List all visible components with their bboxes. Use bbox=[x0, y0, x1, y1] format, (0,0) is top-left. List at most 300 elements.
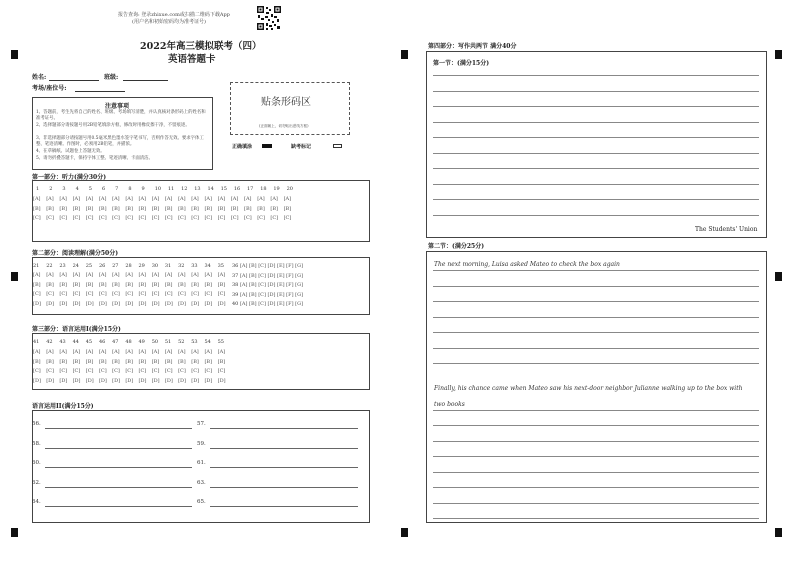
answer-bubble[interactable]: [A] bbox=[164, 196, 173, 202]
notes-heading: 注意事项 bbox=[105, 103, 130, 110]
answer-bubble[interactable]: [C] bbox=[85, 368, 94, 374]
answer-bubble[interactable]: [D] bbox=[191, 377, 200, 384]
exam-title: 2022年高三模拟联考（四） bbox=[140, 41, 262, 52]
answer-bubble[interactable]: [A] bbox=[46, 349, 54, 355]
answer-bubble[interactable]: [A] bbox=[283, 196, 292, 202]
answer-bubble[interactable]: [C] bbox=[244, 215, 252, 221]
question-number: 8 bbox=[128, 186, 132, 192]
answer-bubble[interactable]: [B] bbox=[191, 205, 199, 212]
answer-bubble[interactable]: [B] bbox=[270, 205, 278, 212]
paragraph2-start: Finally, his chance came when Mateo saw his next-door neighbor Julianne walking up to the box with bbox=[434, 385, 743, 392]
answer-bubble[interactable]: [C] bbox=[164, 368, 173, 374]
writing-line[interactable] bbox=[433, 317, 759, 318]
writing-line[interactable] bbox=[433, 332, 759, 333]
answer-bubble[interactable]: [D] bbox=[204, 377, 213, 384]
answer-bubble[interactable]: [C] bbox=[59, 368, 68, 374]
answer-bubble[interactable]: [B] bbox=[138, 358, 147, 365]
question-number: 23 bbox=[59, 263, 66, 269]
answer-blank[interactable] bbox=[210, 467, 358, 468]
answer-bubble[interactable]: [B] bbox=[72, 205, 81, 212]
seven-choice-options[interactable]: [A] [B] [C] [D] [E] [F] [G] bbox=[239, 301, 304, 307]
writing-line[interactable] bbox=[433, 215, 759, 216]
answer-bubble[interactable]: [C] bbox=[164, 215, 173, 221]
answer-bubble[interactable]: [B] bbox=[191, 281, 199, 288]
writing-line[interactable] bbox=[433, 410, 759, 411]
answer-bubble[interactable]: [A] bbox=[257, 196, 265, 202]
answer-bubble[interactable]: [A] bbox=[72, 196, 81, 202]
answer-bubble[interactable]: [C] bbox=[217, 368, 226, 374]
answer-bubble[interactable]: [A] bbox=[59, 349, 67, 355]
seven-choice-options[interactable]: [A] [B] [C] [D] [E] [F] [G] bbox=[239, 282, 304, 288]
answer-bubble[interactable]: [B] bbox=[164, 205, 173, 212]
question-number: 52 bbox=[178, 339, 185, 345]
question-number: 4 bbox=[75, 186, 79, 192]
question-number: 34 bbox=[204, 263, 211, 269]
answer-bubble[interactable]: [A] bbox=[46, 272, 54, 278]
question-number: 25 bbox=[85, 263, 93, 269]
answer-bubble[interactable]: [A] bbox=[244, 196, 252, 202]
writing-line[interactable] bbox=[433, 456, 759, 457]
question-number: 3 bbox=[62, 186, 66, 192]
answer-bubble[interactable]: [C] bbox=[204, 291, 213, 297]
answer-bubble[interactable]: [A] bbox=[138, 272, 147, 278]
section1-signature: The Students' Union bbox=[695, 226, 758, 233]
answer-bubble[interactable]: [C] bbox=[217, 291, 226, 297]
answer-bubble[interactable]: [D] bbox=[112, 300, 121, 307]
answer-bubble[interactable]: [C] bbox=[59, 215, 68, 221]
answer-bubble[interactable]: [C] bbox=[178, 368, 186, 374]
answer-bubble[interactable]: [C] bbox=[270, 215, 279, 221]
answer-blank[interactable] bbox=[45, 467, 192, 468]
seven-choice-options[interactable]: [A] [B] [C] [D] [E] [F] [G] bbox=[239, 272, 304, 279]
alignment-marker bbox=[401, 50, 408, 59]
class-label: 班级: bbox=[104, 74, 119, 81]
option-row-b bbox=[33, 206, 297, 212]
answer-bubble[interactable]: [D] bbox=[33, 377, 41, 384]
answer-bubble[interactable]: [A] bbox=[112, 272, 120, 278]
blank-number: 63. bbox=[197, 479, 206, 486]
answer-bubble[interactable]: [B] bbox=[46, 281, 54, 288]
answer-blank[interactable] bbox=[210, 448, 358, 449]
answer-bubble[interactable]: [C] bbox=[85, 291, 94, 297]
writing-line[interactable] bbox=[433, 106, 759, 107]
question-number: 16 bbox=[233, 186, 241, 192]
answer-bubble[interactable]: [D] bbox=[85, 300, 94, 307]
answer-bubble[interactable]: [B] bbox=[85, 281, 94, 288]
answer-bubble[interactable]: [A] bbox=[178, 196, 186, 202]
notes-item: 5、请勿折叠答题卡，保持字体工整、笔迹清晰、卡面清洁。 bbox=[36, 156, 153, 161]
question-number: 2 bbox=[49, 186, 53, 192]
answer-bubble[interactable]: [A] bbox=[72, 349, 81, 355]
answer-bubble[interactable]: [C] bbox=[46, 215, 54, 221]
answer-bubble[interactable]: [C] bbox=[191, 291, 199, 297]
answer-bubble[interactable]: [A] bbox=[164, 272, 173, 278]
writing-line[interactable] bbox=[433, 75, 759, 76]
part4-title: 第四部分：写作共两节 满分40分 bbox=[428, 43, 517, 50]
answer-bubble[interactable]: [C] bbox=[125, 215, 134, 221]
option-row-b bbox=[33, 282, 231, 288]
answer-bubble[interactable]: [C] bbox=[257, 215, 265, 221]
writing-line[interactable] bbox=[433, 137, 759, 138]
question-number: 26 bbox=[98, 263, 106, 269]
option-row-c bbox=[33, 215, 297, 221]
seven-choice-row[interactable] bbox=[232, 282, 303, 288]
answer-bubble[interactable]: [D] bbox=[204, 300, 213, 307]
answer-bubble[interactable]: [D] bbox=[217, 300, 226, 307]
answer-bubble[interactable]: [C] bbox=[151, 215, 160, 221]
answer-bubble[interactable]: [B] bbox=[98, 358, 107, 365]
writing-section1-box bbox=[426, 51, 767, 238]
alignment-marker bbox=[11, 528, 18, 537]
answer-bubble[interactable]: [A] bbox=[138, 349, 147, 355]
notes-box bbox=[32, 97, 213, 170]
answer-bubble[interactable]: [B] bbox=[283, 205, 292, 212]
answer-bubble[interactable]: [D] bbox=[151, 300, 160, 307]
answer-bubble[interactable]: [B] bbox=[46, 205, 54, 212]
answer-bubble[interactable]: [D] bbox=[125, 377, 134, 384]
seven-choice-options[interactable]: [A] [B] [C] [D] [E] [F] [G] bbox=[239, 291, 304, 298]
writing-line[interactable] bbox=[433, 199, 759, 200]
answer-bubble[interactable]: [B] bbox=[204, 281, 213, 288]
answer-bubble[interactable]: [A] bbox=[164, 349, 173, 355]
question-number: 41 bbox=[33, 339, 40, 345]
answer-bubble[interactable]: [D] bbox=[98, 300, 107, 307]
answer-bubble[interactable]: [C] bbox=[125, 368, 134, 374]
answer-bubble[interactable]: [B] bbox=[204, 358, 213, 365]
answer-bubble[interactable]: [D] bbox=[191, 300, 200, 307]
answer-bubble[interactable]: [B] bbox=[59, 281, 67, 288]
answer-bubble[interactable]: [D] bbox=[46, 377, 55, 384]
alignment-marker bbox=[401, 528, 408, 537]
exam-subtitle: 英语答题卡 bbox=[168, 54, 216, 65]
answer-bubble[interactable]: [A] bbox=[217, 349, 226, 355]
answer-bubble[interactable]: [A] bbox=[125, 196, 133, 202]
answer-bubble[interactable]: [A] bbox=[59, 196, 67, 202]
answer-bubble[interactable]: [C] bbox=[217, 215, 226, 221]
answer-bubble[interactable]: [A] bbox=[151, 272, 160, 278]
seven-choice-row[interactable] bbox=[232, 263, 303, 269]
answer-bubble[interactable]: [B] bbox=[125, 358, 133, 365]
answer-bubble[interactable]: [C] bbox=[85, 215, 94, 221]
answer-bubble[interactable]: [B] bbox=[59, 358, 67, 365]
question-number: 10 bbox=[154, 186, 162, 192]
writing-line[interactable] bbox=[433, 441, 759, 442]
missing-exam-checkbox[interactable] bbox=[333, 144, 342, 148]
answer-bubble[interactable]: [D] bbox=[59, 300, 68, 307]
answer-bubble[interactable]: [A] bbox=[178, 272, 186, 278]
question-number: 46 bbox=[98, 339, 106, 345]
answer-bubble[interactable]: [C] bbox=[72, 291, 81, 297]
answer-bubble[interactable]: [A] bbox=[204, 196, 212, 202]
answer-bubble[interactable]: [B] bbox=[125, 281, 133, 288]
question-number: 28 bbox=[125, 263, 132, 269]
answer-bubble[interactable]: [B] bbox=[151, 205, 160, 212]
answer-bubble[interactable]: [C] bbox=[112, 291, 120, 297]
question-number: 49 bbox=[138, 339, 145, 345]
answer-bubble[interactable]: [C] bbox=[46, 368, 54, 374]
answer-bubble[interactable]: [A] bbox=[98, 349, 107, 355]
answer-bubble[interactable]: [D] bbox=[138, 377, 147, 384]
answer-bubble[interactable]: [A] bbox=[270, 196, 278, 202]
answer-bubble[interactable]: [D] bbox=[151, 377, 160, 384]
answer-bubble[interactable]: [C] bbox=[191, 215, 199, 221]
answer-blank[interactable] bbox=[45, 487, 192, 488]
name-field[interactable] bbox=[49, 80, 99, 81]
blank-number: 61. bbox=[197, 460, 206, 466]
answer-bubble[interactable]: [B] bbox=[151, 358, 160, 365]
seven-choice-row[interactable] bbox=[232, 301, 303, 307]
seven-choice-row[interactable] bbox=[232, 292, 303, 298]
paragraph1-start: The next morning, Luisa asked Mateo to check the box again bbox=[434, 261, 620, 268]
answer-bubble[interactable]: [D] bbox=[178, 377, 186, 384]
answer-bubble[interactable]: [B] bbox=[72, 281, 81, 288]
answer-bubble[interactable]: [B] bbox=[33, 281, 41, 288]
answer-bubble[interactable]: [A] bbox=[59, 272, 67, 278]
alignment-marker bbox=[11, 50, 18, 59]
writing-line[interactable] bbox=[433, 487, 759, 488]
answer-bubble[interactable]: [C] bbox=[112, 215, 120, 221]
answer-bubble[interactable]: [D] bbox=[164, 300, 173, 307]
question-number: 29 bbox=[138, 263, 145, 269]
class-field[interactable] bbox=[123, 80, 168, 81]
answer-bubble[interactable]: [D] bbox=[72, 377, 81, 384]
answer-bubble[interactable]: [A] bbox=[204, 349, 212, 355]
question-number: 31 bbox=[164, 263, 172, 269]
blank-number: 56. bbox=[32, 421, 41, 427]
answer-blank[interactable] bbox=[210, 428, 358, 429]
answer-bubble[interactable]: [C] bbox=[204, 368, 213, 374]
writing-line[interactable] bbox=[433, 518, 759, 519]
alignment-marker bbox=[775, 528, 782, 537]
answer-blank[interactable] bbox=[45, 448, 192, 449]
answer-bubble[interactable]: [C] bbox=[191, 368, 199, 374]
answer-bubble[interactable]: [B] bbox=[151, 281, 160, 288]
question-number: 18 bbox=[260, 186, 267, 192]
answer-bubble[interactable]: [B] bbox=[138, 281, 147, 288]
option-row-c bbox=[33, 291, 231, 297]
answer-bubble[interactable]: [B] bbox=[204, 205, 213, 212]
answer-bubble[interactable]: [D] bbox=[46, 300, 55, 307]
answer-bubble[interactable]: [C] bbox=[204, 215, 213, 221]
answer-blank[interactable] bbox=[45, 428, 192, 429]
answer-bubble[interactable]: [C] bbox=[72, 215, 81, 221]
answer-bubble[interactable]: [C] bbox=[46, 291, 54, 297]
answer-bubble[interactable]: [B] bbox=[59, 205, 67, 212]
answer-bubble[interactable]: [D] bbox=[85, 377, 94, 384]
answer-bubble[interactable]: [C] bbox=[151, 368, 160, 374]
answer-bubble[interactable]: [A] bbox=[112, 349, 120, 355]
answer-bubble[interactable]: [C] bbox=[178, 291, 186, 297]
answer-bubble[interactable]: [D] bbox=[125, 300, 134, 307]
blank-number: 58. bbox=[32, 440, 41, 447]
barcode-label: 贴条形码区 bbox=[261, 97, 311, 108]
answer-bubble[interactable]: [A] bbox=[72, 272, 81, 278]
answer-bubble[interactable]: [D] bbox=[178, 300, 186, 307]
writing-line[interactable] bbox=[433, 91, 759, 92]
answer-bubble[interactable]: [A] bbox=[151, 349, 160, 355]
answer-bubble[interactable]: [A] bbox=[204, 272, 212, 278]
answer-bubble[interactable]: [C] bbox=[283, 215, 292, 221]
answer-bubble[interactable]: [D] bbox=[164, 377, 173, 384]
option-row-d bbox=[33, 378, 231, 384]
answer-bubble[interactable]: [A] bbox=[191, 196, 199, 202]
answer-bubble[interactable]: [B] bbox=[217, 281, 226, 288]
report-notice-line2: (用户名和初始密码均为准考证号) bbox=[132, 19, 206, 25]
part1-title: 第一部分：听力(满分30分) bbox=[32, 174, 107, 181]
option-row-a bbox=[33, 272, 231, 278]
answer-bubble[interactable]: [B] bbox=[244, 205, 252, 212]
answer-bubble[interactable]: [A] bbox=[178, 349, 186, 355]
answer-bubble[interactable]: [B] bbox=[112, 281, 120, 288]
answer-bubble[interactable]: [B] bbox=[138, 205, 147, 212]
barcode-hint: (正面朝上，切勿贴出虚线方框) bbox=[259, 124, 309, 128]
writing-section2-title: 第二节：(满分25分) bbox=[428, 243, 485, 250]
writing-line[interactable] bbox=[433, 286, 759, 287]
question-number: 22 bbox=[46, 263, 53, 269]
answer-bubble[interactable]: [C] bbox=[59, 291, 68, 297]
seven-choice-row[interactable] bbox=[232, 273, 303, 279]
exam-room-field[interactable] bbox=[75, 91, 125, 92]
option-row-a bbox=[33, 196, 297, 202]
answer-bubble[interactable]: [B] bbox=[164, 281, 173, 288]
notes-item: 4、在草稿纸、试题卷上答题无效。 bbox=[36, 149, 105, 154]
answer-bubble[interactable]: [A] bbox=[217, 196, 226, 202]
answer-bubble[interactable]: [C] bbox=[112, 368, 120, 374]
part2-numbers bbox=[33, 263, 231, 269]
answer-bubble[interactable]: [D] bbox=[33, 300, 41, 307]
writing-line[interactable] bbox=[433, 503, 759, 504]
qr-code bbox=[257, 6, 281, 30]
answer-bubble[interactable]: [B] bbox=[72, 358, 81, 365]
option-row-d bbox=[33, 301, 231, 307]
answer-bubble[interactable]: [D] bbox=[138, 300, 147, 307]
answer-bubble[interactable]: [C] bbox=[230, 215, 239, 221]
answer-bubble[interactable]: [A] bbox=[33, 272, 41, 278]
writing-line[interactable] bbox=[433, 184, 759, 185]
report-notice-line1: 报告查询: 登录zhixue.com或扫描二维码下载App bbox=[118, 12, 230, 18]
question-number: 30 bbox=[151, 263, 159, 269]
answer-bubble[interactable]: [B] bbox=[112, 358, 120, 365]
answer-bubble[interactable]: [C] bbox=[138, 291, 147, 297]
answer-blank[interactable] bbox=[210, 487, 358, 488]
paragraph2-continuation: two books bbox=[434, 401, 465, 408]
answer-bubble[interactable]: [B] bbox=[257, 205, 265, 212]
answer-bubble[interactable]: [B] bbox=[85, 358, 94, 365]
answer-bubble[interactable]: [B] bbox=[178, 358, 186, 365]
seven-choice-options[interactable]: [A] [B] [C] [D] [E] [F] [G] bbox=[239, 263, 304, 269]
question-number: 17 bbox=[247, 186, 254, 192]
answer-bubble[interactable]: [A] bbox=[125, 272, 133, 278]
answer-bubble[interactable]: [B] bbox=[112, 205, 120, 212]
answer-bubble[interactable]: [A] bbox=[125, 349, 133, 355]
writing-line[interactable] bbox=[433, 363, 759, 364]
answer-bubble[interactable]: [A] bbox=[33, 196, 41, 202]
answer-bubble[interactable]: [B] bbox=[178, 205, 186, 212]
answer-bubble[interactable]: [C] bbox=[178, 215, 186, 221]
answer-bubble[interactable]: [A] bbox=[138, 196, 147, 202]
answer-bubble[interactable]: [C] bbox=[138, 215, 147, 221]
answer-bubble[interactable]: [C] bbox=[33, 291, 41, 297]
answer-bubble[interactable]: [A] bbox=[85, 196, 94, 202]
answer-bubble[interactable]: [B] bbox=[164, 358, 173, 365]
answer-bubble[interactable]: [C] bbox=[33, 368, 41, 374]
option-row-a bbox=[33, 349, 231, 355]
answer-bubble[interactable]: [B] bbox=[217, 205, 226, 212]
part1-numbers bbox=[36, 186, 300, 192]
answer-blank[interactable] bbox=[45, 506, 192, 507]
question-number: 13 bbox=[194, 186, 201, 192]
answer-bubble[interactable]: [C] bbox=[151, 291, 160, 297]
writing-line[interactable] bbox=[433, 348, 759, 349]
answer-bubble[interactable]: [C] bbox=[72, 368, 81, 374]
answer-bubble[interactable]: [C] bbox=[164, 291, 173, 297]
writing-line[interactable] bbox=[433, 270, 759, 271]
answer-bubble[interactable]: [C] bbox=[138, 368, 147, 374]
writing-line[interactable] bbox=[433, 122, 759, 123]
answer-bubble[interactable]: [D] bbox=[112, 377, 121, 384]
answer-bubble[interactable]: [B] bbox=[98, 281, 107, 288]
answer-blank[interactable] bbox=[210, 506, 358, 507]
answer-bubble[interactable]: [A] bbox=[151, 196, 160, 202]
answer-bubble[interactable]: [A] bbox=[230, 196, 239, 202]
answer-bubble[interactable]: [B] bbox=[85, 205, 94, 212]
answer-bubble[interactable]: [D] bbox=[98, 377, 107, 384]
answer-bubble[interactable]: [C] bbox=[33, 215, 41, 221]
answer-bubble[interactable]: [C] bbox=[98, 291, 107, 297]
answer-bubble[interactable]: [B] bbox=[217, 358, 226, 365]
blank-number: 65. bbox=[197, 499, 206, 505]
answer-bubble[interactable]: [B] bbox=[98, 205, 107, 212]
blank-number: 64. bbox=[32, 499, 41, 505]
answer-bubble[interactable]: [B] bbox=[33, 358, 41, 365]
answer-bubble[interactable]: [A] bbox=[46, 196, 54, 202]
writing-line[interactable] bbox=[433, 425, 759, 426]
answer-bubble[interactable]: [C] bbox=[98, 368, 107, 374]
question-number: 38 bbox=[232, 282, 240, 288]
answer-bubble[interactable]: [C] bbox=[98, 215, 107, 221]
question-number: 11 bbox=[167, 186, 175, 192]
answer-bubble[interactable]: [D] bbox=[59, 377, 68, 384]
answer-bubble[interactable]: [C] bbox=[125, 291, 134, 297]
answer-bubble[interactable]: [A] bbox=[112, 196, 120, 202]
answer-bubble[interactable]: [A] bbox=[33, 349, 41, 355]
answer-bubble[interactable]: [A] bbox=[85, 349, 94, 355]
question-number: 27 bbox=[112, 263, 119, 269]
writing-line[interactable] bbox=[433, 168, 759, 169]
notes-item: 3、非选择题部分请按题号用0.5毫米黑色墨水签字笔书写，否则作答无效。要求字体工整、笔迹清晰。作图时，必须用2B铅笔，并描浓。 bbox=[36, 136, 204, 148]
answer-bubble[interactable]: [D] bbox=[72, 300, 81, 307]
writing-line[interactable] bbox=[433, 472, 759, 473]
answer-bubble[interactable]: [B] bbox=[46, 358, 54, 365]
notes-item: 1、答题前，考生先将自己的姓名、班级、考场填写清楚，并认真核对条形码上的姓名和准考证号。 bbox=[36, 110, 206, 122]
answer-bubble[interactable]: [A] bbox=[217, 272, 226, 278]
answer-bubble[interactable]: [D] bbox=[217, 377, 226, 384]
writing-line[interactable] bbox=[433, 301, 759, 302]
answer-bubble[interactable]: [B] bbox=[230, 205, 239, 212]
answer-bubble[interactable]: [A] bbox=[191, 349, 199, 355]
answer-bubble[interactable]: [A] bbox=[98, 196, 107, 202]
question-number: 55 bbox=[217, 339, 224, 345]
answer-bubble[interactable]: [A] bbox=[85, 272, 94, 278]
answer-bubble[interactable]: [B] bbox=[178, 281, 186, 288]
answer-bubble[interactable]: [A] bbox=[98, 272, 107, 278]
answer-bubble[interactable]: [A] bbox=[191, 272, 199, 278]
answer-bubble[interactable]: [B] bbox=[191, 358, 199, 365]
answer-bubble[interactable]: [B] bbox=[33, 205, 41, 212]
notes-item: 2、选择题部分请按题号用2B铅笔填涂方框，修改时用橡皮擦干净，不留痕迹。 bbox=[36, 123, 190, 128]
answer-bubble[interactable]: [B] bbox=[125, 205, 133, 212]
writing-line[interactable] bbox=[433, 153, 759, 154]
